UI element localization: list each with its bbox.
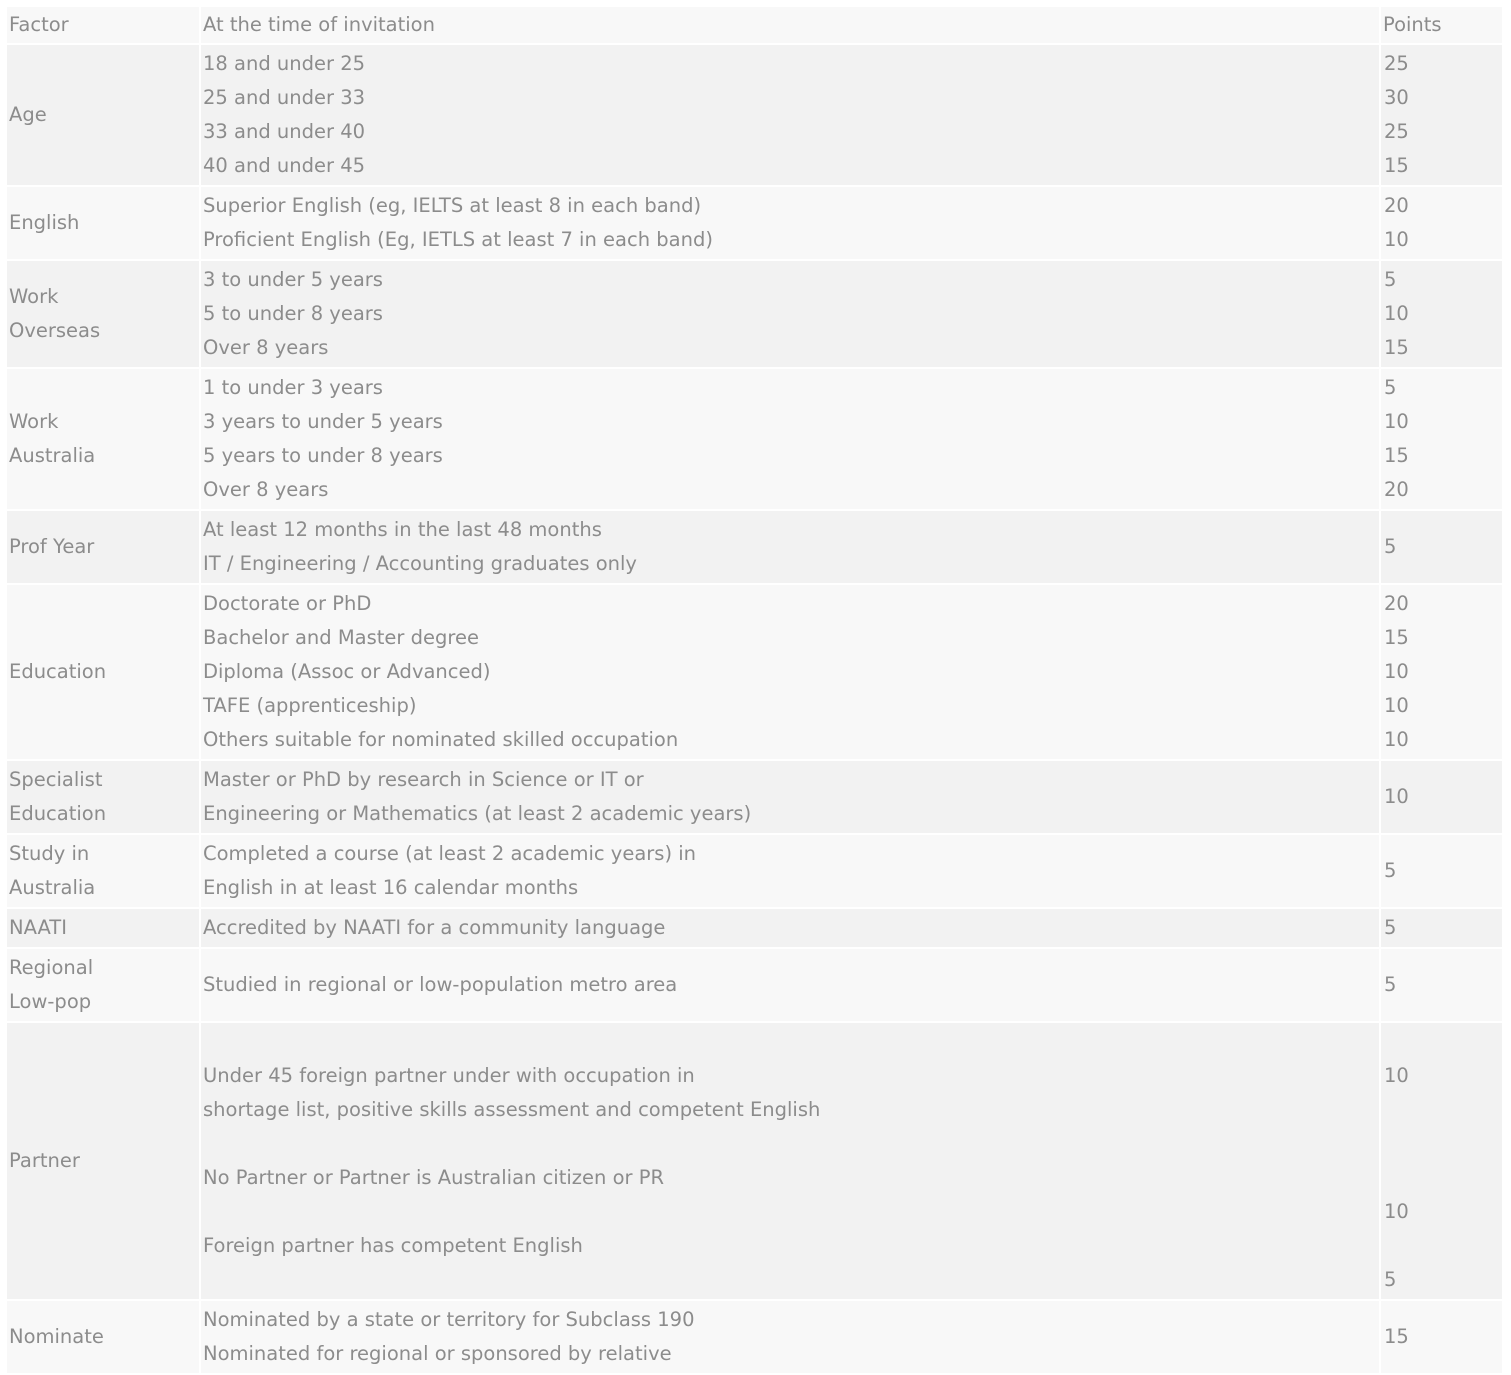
points-cell — [1381, 187, 1502, 259]
points-cell-line — [1384, 1161, 1500, 1195]
criteria-cell — [201, 45, 1379, 185]
points-cell-line: 25 — [1384, 52, 1409, 75]
factor-cell — [7, 45, 199, 185]
factor-cell-line: Australia — [9, 444, 96, 467]
criteria-cell — [201, 1301, 1379, 1373]
criteria-cell-line: At least 12 months in the last 48 months — [203, 518, 602, 541]
criteria-cell-line: 18 and under 25 — [203, 52, 366, 75]
criteria-cell-line: 25 and under 33 — [203, 86, 366, 109]
points-cell-line — [1384, 1229, 1500, 1263]
criteria-cell — [201, 187, 1379, 259]
criteria-cell — [201, 835, 1379, 907]
criteria-cell — [201, 949, 1379, 1021]
criteria-cell-line: Accredited by NAATI for a community language — [203, 916, 666, 939]
points-cell-line: 15 — [1384, 1325, 1409, 1348]
points-cell-line — [1384, 1127, 1500, 1161]
factor-cell-line: Prof Year — [9, 535, 95, 558]
criteria-cell — [201, 909, 1379, 947]
criteria-cell-line — [203, 1195, 1377, 1229]
points-cell-line: 10 — [1384, 660, 1409, 683]
points-cell — [1381, 585, 1502, 759]
criteria-cell-line: Diploma (Assoc or Advanced) — [203, 660, 491, 683]
criteria-cell-line: Studied in regional or low-population metro area — [203, 973, 678, 996]
points-cell-line: 10 — [1384, 1200, 1409, 1223]
table-row — [7, 1301, 1502, 1373]
points-cell-line: 5 — [1384, 859, 1397, 882]
factor-cell-line: Low-pop — [9, 990, 92, 1013]
factor-cell-line: Regional — [9, 956, 94, 979]
points-cell-line: 10 — [1384, 694, 1409, 717]
points-cell-line: 5 — [1384, 268, 1397, 291]
points-cell — [1381, 1023, 1502, 1299]
points-cell-line: 10 — [1384, 1064, 1409, 1087]
points-table-body — [7, 7, 1502, 1373]
factor-cell-line: Education — [9, 660, 107, 683]
points-cell-line: 15 — [1384, 336, 1409, 359]
factor-cell — [7, 261, 199, 367]
factor-cell-line: Study in — [9, 842, 90, 865]
criteria-cell-line: 1 to under 3 years — [203, 376, 383, 399]
criteria-cell-line: Over 8 years — [203, 478, 329, 501]
points-cell-line: 15 — [1384, 444, 1409, 467]
factor-cell — [7, 949, 199, 1021]
criteria-cell-line: Foreign partner has competent English — [203, 1234, 583, 1257]
table-row — [7, 585, 1502, 759]
criteria-cell-line: 5 to under 8 years — [203, 302, 383, 325]
factor-cell — [7, 511, 199, 583]
criteria-cell-line: IT / Engineering / Accounting graduates only — [203, 552, 637, 575]
criteria-cell-line: Nominated by a state or territory for Subclass 190 — [203, 1308, 695, 1331]
table-row — [7, 835, 1502, 907]
factor-cell-line: English — [9, 211, 80, 234]
table-header-row — [7, 7, 1502, 43]
points-cell — [1381, 369, 1502, 509]
table-row — [7, 261, 1502, 367]
points-cell-line: 10 — [1384, 785, 1409, 808]
criteria-cell-line: Master or PhD by research in Science or IT or — [203, 768, 644, 791]
points-cell-line: 25 — [1384, 120, 1409, 143]
criteria-cell-line — [203, 1263, 1377, 1297]
points-cell-line: 5 — [1384, 376, 1397, 399]
points-cell — [1381, 949, 1502, 1021]
factor-cell-line: NAATI — [9, 916, 67, 939]
factor-cell-line: Australia — [9, 876, 96, 899]
points-cell — [1381, 261, 1502, 367]
criteria-cell — [201, 261, 1379, 367]
points-cell-line: 10 — [1384, 228, 1409, 251]
criteria-cell — [201, 1023, 1379, 1299]
criteria-cell-line: Others suitable for nominated skilled occupation — [203, 728, 679, 751]
points-cell-line: 30 — [1384, 86, 1409, 109]
factor-cell-line: Specialist — [9, 768, 103, 791]
criteria-cell — [201, 585, 1379, 759]
criteria-cell-line: Doctorate or PhD — [203, 592, 372, 615]
factor-cell — [7, 187, 199, 259]
points-cell-line — [1384, 1093, 1500, 1127]
criteria-cell-line: Bachelor and Master degree — [203, 626, 479, 649]
criteria-cell-line: Over 8 years — [203, 336, 329, 359]
criteria-cell-line: 40 and under 45 — [203, 154, 366, 177]
table-row — [7, 187, 1502, 259]
points-cell — [1381, 1301, 1502, 1373]
criteria-cell-line: 3 to under 5 years — [203, 268, 383, 291]
criteria-cell-line: Superior English (eg, IELTS at least 8 in each band) — [203, 194, 702, 217]
factor-cell-line: Work — [9, 285, 59, 308]
criteria-cell-line: Proficient English (Eg, IETLS at least 7 in each band) — [203, 228, 713, 251]
criteria-cell-line: No Partner or Partner is Australian citizen or PR — [203, 1166, 665, 1189]
points-cell — [1381, 909, 1502, 947]
table-row — [7, 909, 1502, 947]
factor-cell — [7, 909, 199, 947]
points-cell-line: 10 — [1384, 728, 1409, 751]
points-cell-line: 20 — [1384, 592, 1409, 615]
points-cell-line: 10 — [1384, 410, 1409, 433]
factor-cell-line: Education — [9, 802, 107, 825]
points-cell — [1381, 45, 1502, 185]
points-cell — [1381, 761, 1502, 833]
criteria-cell — [201, 761, 1379, 833]
header-time: At the time of invitation — [201, 7, 1379, 43]
table-row — [7, 511, 1502, 583]
criteria-cell-line: shortage list, positive skills assessment and competent English — [203, 1098, 821, 1121]
factor-cell-line: Overseas — [9, 319, 101, 342]
criteria-cell-line: 33 and under 40 — [203, 120, 366, 143]
criteria-cell — [201, 369, 1379, 509]
criteria-cell-line: 5 years to under 8 years — [203, 444, 443, 467]
factor-cell-line: Work — [9, 410, 59, 433]
points-table-container — [7, 7, 1504, 1373]
points-cell-line: 5 — [1384, 1268, 1397, 1291]
criteria-cell-line: Under 45 foreign partner under with occupation in — [203, 1064, 695, 1087]
points-cell-line: 5 — [1384, 916, 1397, 939]
points-cell-line: 5 — [1384, 535, 1397, 558]
header-factor: Factor — [7, 7, 199, 43]
criteria-cell-line — [203, 1127, 1377, 1161]
table-row — [7, 369, 1502, 509]
points-cell-line: 15 — [1384, 626, 1409, 649]
criteria-cell — [201, 511, 1379, 583]
points-cell-line: 10 — [1384, 302, 1409, 325]
points-cell-line — [1384, 1025, 1500, 1059]
points-cell — [1381, 835, 1502, 907]
factor-cell — [7, 761, 199, 833]
factor-cell — [7, 835, 199, 907]
table-row — [7, 45, 1502, 185]
factor-cell — [7, 369, 199, 509]
points-cell-line: 20 — [1384, 194, 1409, 217]
factor-cell-line: Age — [9, 103, 47, 126]
table-row — [7, 761, 1502, 833]
header-points: Points — [1381, 7, 1502, 43]
factor-cell-line: Partner — [9, 1149, 80, 1172]
criteria-cell-line: 3 years to under 5 years — [203, 410, 443, 433]
criteria-cell-line: English in at least 16 calendar months — [203, 876, 579, 899]
points-cell — [1381, 511, 1502, 583]
points-cell-line: 20 — [1384, 478, 1409, 501]
factor-cell-line: Nominate — [9, 1325, 104, 1348]
criteria-cell-line: Completed a course (at least 2 academic years) in — [203, 842, 697, 865]
criteria-cell-line: Nominated for regional or sponsored by relative — [203, 1342, 672, 1365]
table-row — [7, 1023, 1502, 1299]
points-cell-line: 15 — [1384, 154, 1409, 177]
factor-cell — [7, 1301, 199, 1373]
criteria-cell-line: Engineering or Mathematics (at least 2 academic years) — [203, 802, 752, 825]
points-table — [5, 5, 1504, 1375]
criteria-cell-line: TAFE (apprenticeship) — [203, 694, 417, 717]
points-cell-line: 5 — [1384, 973, 1397, 996]
factor-cell — [7, 585, 199, 759]
factor-cell — [7, 1023, 199, 1299]
criteria-cell-line — [203, 1025, 1377, 1059]
table-row — [7, 949, 1502, 1021]
